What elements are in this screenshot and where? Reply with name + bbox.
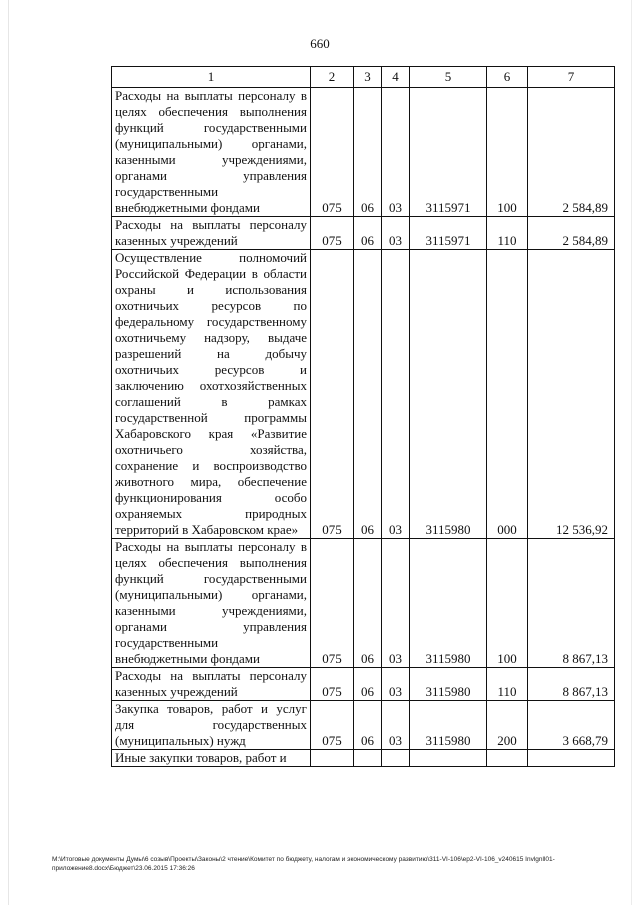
cell-expense-type: 110 — [487, 668, 528, 701]
column-header: 6 — [487, 67, 528, 88]
column-header: 7 — [528, 67, 615, 88]
scan-edge — [8, 0, 9, 905]
cell-subsection: 03 — [382, 250, 410, 539]
table-row — [112, 539, 615, 668]
cell-subsection — [382, 750, 410, 767]
cell-section — [354, 750, 382, 767]
cell-section: 06 — [354, 88, 382, 217]
row-description-text: Расходы на выплаты персоналу казенных учреждений — [115, 668, 307, 699]
cell-amount: 2 584,89 — [528, 88, 615, 217]
cell-expense-type: 100 — [487, 88, 528, 217]
column-header: 1 — [112, 67, 311, 88]
cell-target-article: 3115971 — [410, 88, 487, 217]
cell-section: 06 — [354, 668, 382, 701]
cell-ministry-code: 075 — [311, 539, 354, 668]
document-path-footer: M:\Итоговые документы Думы\6 созыв\Проекты\Законы\2 чтение\Комитет по бюджету, налогам и экономическому развитию\311-VI-106\ep2-VI-106_v240615 Invlgnll01-приложение8.docx\Бюджет\23.06.2015 17:36:26 — [52, 856, 555, 872]
cell-target-article — [410, 750, 487, 767]
cell-amount: 8 867,13 — [528, 668, 615, 701]
row-description — [112, 701, 311, 750]
cell-ministry-code: 075 — [311, 217, 354, 250]
row-description-text: Расходы на выплаты персоналу в целях обеспечения выполнения функций государственными (муниципальными) органами, казенными учреждениями, органами управления государственными внебюджетными фондами — [115, 539, 307, 666]
table-row — [112, 750, 615, 767]
row-description — [112, 668, 311, 701]
cell-subsection: 03 — [382, 539, 410, 668]
cell-section: 06 — [354, 217, 382, 250]
row-description-text: Иные закупки товаров, работ и — [115, 750, 287, 765]
cell-amount: 3 668,79 — [528, 701, 615, 750]
table-row — [112, 701, 615, 750]
page-number: 660 — [310, 36, 330, 51]
cell-ministry-code: 075 — [311, 701, 354, 750]
table-header-row — [112, 67, 615, 88]
cell-amount: 12 536,92 — [528, 250, 615, 539]
cell-target-article: 3115971 — [410, 217, 487, 250]
table-row — [112, 88, 615, 217]
cell-ministry-code — [311, 750, 354, 767]
cell-target-article: 3115980 — [410, 668, 487, 701]
budget-table — [111, 66, 615, 767]
cell-ministry-code: 075 — [311, 250, 354, 539]
cell-target-article: 3115980 — [410, 701, 487, 750]
cell-expense-type: 000 — [487, 250, 528, 539]
cell-expense-type: 110 — [487, 217, 528, 250]
row-description-text: Расходы на выплаты персоналу в целях обеспечения выполнения функций государственными (муниципальными) органами, казенными учреждениями, органами управления государственными внебюджетными фондами — [115, 88, 307, 215]
table-row — [112, 668, 615, 701]
table-row — [112, 250, 615, 539]
row-description — [112, 217, 311, 250]
cell-section: 06 — [354, 701, 382, 750]
table-row — [112, 217, 615, 250]
column-header: 2 — [311, 67, 354, 88]
column-header: 4 — [382, 67, 410, 88]
cell-target-article: 3115980 — [410, 250, 487, 539]
row-description-text: Осуществление полномочий Российской Федерации в области охраны и использования охотничьих ресурсов по федеральному государственному охотничьему надзору, выдаче разрешений на добычу охотничьих ресурсов и заключению охотхозяйственных соглашений в рамках государственной программы Хабаровского края «Развитие охотничьего хозяйства, сохранение и воспроизводство животного мира, обеспечение функционирования особо охраняемых природных территорий в Хабаровском крае» — [115, 250, 307, 537]
cell-ministry-code: 075 — [311, 668, 354, 701]
cell-section: 06 — [354, 539, 382, 668]
cell-amount — [528, 750, 615, 767]
row-description-text: Закупка товаров, работ и услуг для государственных (муниципальных) нужд — [115, 701, 307, 748]
row-description — [112, 750, 311, 767]
scan-edge — [631, 0, 632, 905]
cell-target-article: 3115980 — [410, 539, 487, 668]
cell-amount: 8 867,13 — [528, 539, 615, 668]
row-description — [112, 539, 311, 668]
cell-subsection: 03 — [382, 668, 410, 701]
row-description-text: Расходы на выплаты персоналу казенных учреждений — [115, 217, 307, 248]
cell-amount: 2 584,89 — [528, 217, 615, 250]
row-description — [112, 88, 311, 217]
column-header: 3 — [354, 67, 382, 88]
row-description — [112, 250, 311, 539]
cell-expense-type — [487, 750, 528, 767]
cell-section: 06 — [354, 250, 382, 539]
cell-ministry-code: 075 — [311, 88, 354, 217]
column-header: 5 — [410, 67, 487, 88]
cell-expense-type: 100 — [487, 539, 528, 668]
cell-subsection: 03 — [382, 701, 410, 750]
cell-expense-type: 200 — [487, 701, 528, 750]
cell-subsection: 03 — [382, 217, 410, 250]
cell-subsection: 03 — [382, 88, 410, 217]
